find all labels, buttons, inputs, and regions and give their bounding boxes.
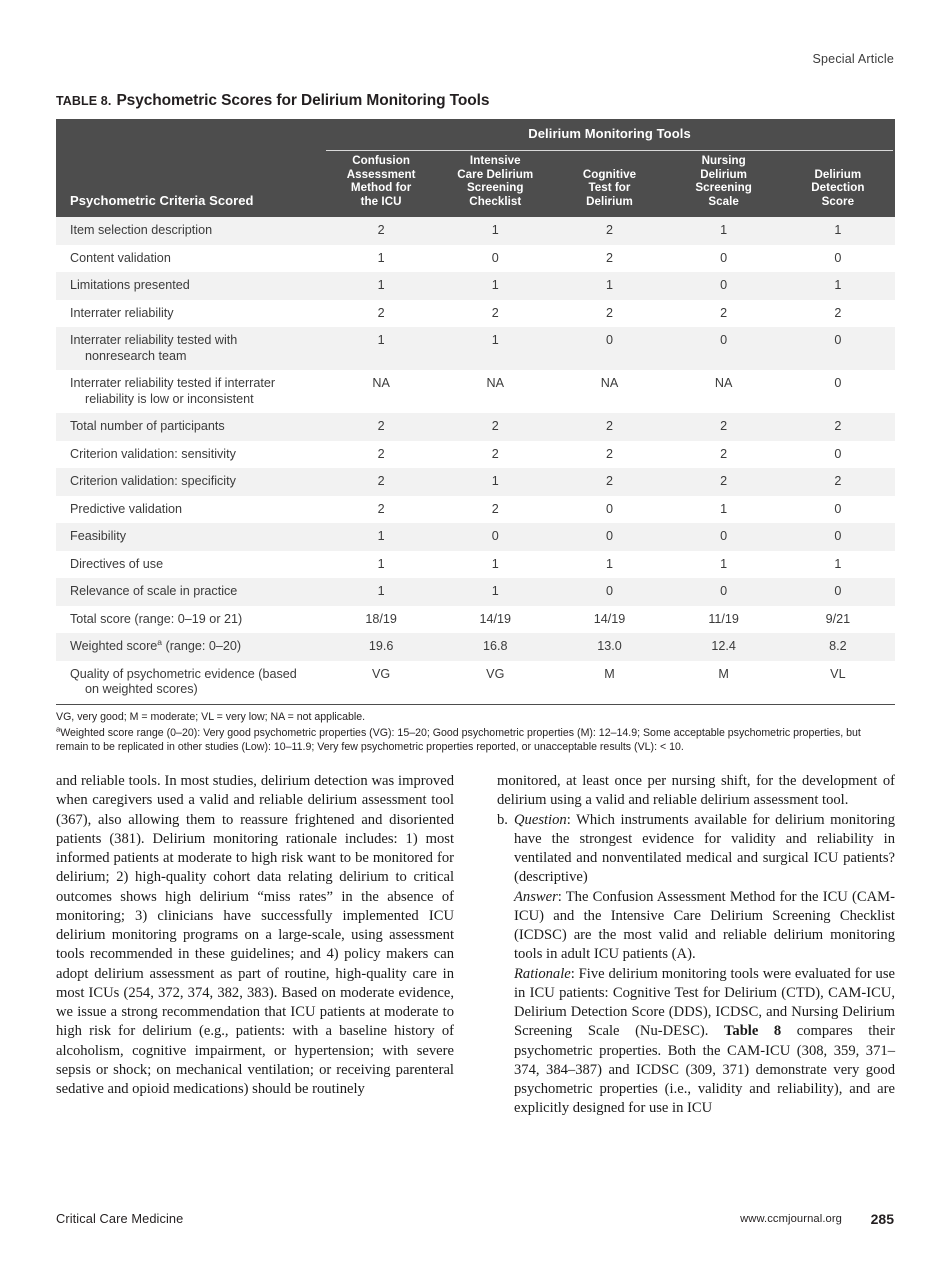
row-value: 1 [324, 245, 438, 273]
row-value: 1 [781, 272, 895, 300]
table-row [56, 413, 895, 441]
criterion-footnote-marker: a [157, 637, 163, 648]
row-value: 0 [438, 245, 552, 273]
table-row [56, 370, 895, 413]
row-value: 2 [667, 441, 781, 469]
row-value: 2 [324, 300, 438, 328]
table-row [56, 272, 895, 300]
table-reference: Table 8 [724, 1023, 782, 1040]
row-value: 1 [667, 496, 781, 524]
row-value: 1 [438, 468, 552, 496]
row-value: 1 [781, 551, 895, 579]
hdr-line: Scale [708, 194, 739, 208]
row-criterion [56, 523, 324, 551]
table-row [56, 468, 895, 496]
row-value: 2 [781, 413, 895, 441]
table-bottom-rule [56, 704, 895, 705]
row-value: 1 [781, 217, 895, 245]
row-value: NA [552, 370, 666, 413]
right-text-column [497, 772, 895, 1119]
column-header-dds [781, 154, 895, 217]
hdr-line: Test for [588, 181, 631, 195]
row-value: 1 [552, 551, 666, 579]
row-value: 1 [438, 578, 552, 606]
hdr-line: Screening [467, 181, 524, 195]
row-value: 2 [552, 468, 666, 496]
hdr-line: Intensive [469, 154, 521, 167]
answer-label: Answer [514, 888, 558, 905]
hdr-line: Delirium [700, 167, 748, 181]
group-rule-row [56, 147, 895, 154]
group-rule-spacer [56, 147, 324, 154]
column-header-ctd [552, 154, 666, 217]
group-rule [324, 147, 895, 154]
column-header-row [56, 154, 895, 217]
row-criterion [56, 272, 324, 300]
footnote-a-text: Weighted score range (0–20): Very good psychometric properties (VG): 15–20; Good psychometric properties (M): 12–14.9; Some acceptable psychometric properties, but remain to be replicated in other studies (Low): 10–11.9; Very few psychometric properties reported, or unacceptable results (VL): < 10. [56, 727, 861, 754]
row-criterion [56, 413, 324, 441]
row-value: 1 [324, 578, 438, 606]
row-value: 0 [781, 578, 895, 606]
row-value: 0 [667, 245, 781, 273]
table-row [56, 661, 895, 704]
row-value: 2 [781, 468, 895, 496]
criterion-line-1: Predictive validation [70, 501, 183, 516]
row-criterion [56, 633, 324, 661]
row-value: 0 [552, 578, 666, 606]
hdr-line: Cognitive [582, 167, 637, 181]
row-value: 2 [324, 217, 438, 245]
row-value: NA [324, 370, 438, 413]
hdr-line: Delirium [586, 194, 633, 208]
row-value: 1 [667, 217, 781, 245]
row-value: 2 [667, 300, 781, 328]
row-criterion [56, 217, 324, 245]
group-header-label: Delirium Monitoring Tools [324, 119, 895, 147]
footer-journal-name: Critical Care Medicine [56, 1211, 184, 1226]
hdr-line: Delirium [814, 167, 862, 181]
row-criterion [56, 496, 324, 524]
row-value: NA [438, 370, 552, 413]
row-value: 0 [552, 523, 666, 551]
hdr-line: Nursing [701, 154, 746, 167]
criterion-line-2: reliability is low or inconsistent [85, 391, 254, 406]
criterion-line-1: Directives of use [70, 556, 164, 571]
criterion-line-2: nonresearch team [85, 348, 187, 363]
row-value: 1 [324, 523, 438, 551]
footnote-a-marker: a [56, 724, 61, 734]
criterion-line-1: Weighted score [70, 639, 158, 654]
row-value: 2 [552, 245, 666, 273]
psychometric-scores-table [56, 119, 895, 704]
question-label: Question [514, 811, 567, 828]
row-value: 2 [324, 496, 438, 524]
rationale-paragraph [514, 965, 895, 1119]
criterion-line-1: Relevance of scale in practice [70, 584, 238, 599]
criterion-line-1: Content validation [70, 250, 171, 265]
page-footer [56, 1211, 894, 1229]
criterion-suffix: (range: 0–20) [162, 639, 242, 654]
rationale-text-1: : Five delirium monitoring tools were evaluated for use in ICU patients: Cognitive Test for Delirium (CTD), CAM-ICU, Delirium Detection Score (DDS), ICDSC, and Nursing Delirium Screening Scale (Nu-DESC). [514, 965, 895, 1040]
body-columns [56, 772, 895, 1167]
table-row [56, 578, 895, 606]
row-value: 0 [781, 441, 895, 469]
row-value: 1 [438, 327, 552, 370]
row-criterion [56, 441, 324, 469]
left-text-column [56, 772, 454, 1099]
answer-paragraph [514, 888, 895, 965]
row-criterion [56, 578, 324, 606]
row-value: 1 [324, 551, 438, 579]
row-value: 2 [781, 300, 895, 328]
row-value: 1 [438, 551, 552, 579]
list-item-b [497, 811, 895, 1119]
table-footnotes [56, 710, 895, 755]
row-value: 1 [552, 272, 666, 300]
row-value: 0 [781, 327, 895, 370]
table-row [56, 551, 895, 579]
row-value: 0 [552, 327, 666, 370]
table-head [56, 119, 895, 217]
row-criterion [56, 551, 324, 579]
criterion-line-1: Quality of psychometric evidence (based [70, 666, 297, 681]
table-body [56, 217, 895, 704]
row-value: 2 [324, 468, 438, 496]
criterion-line-1: Total number of participants [70, 419, 225, 434]
row-value: 19.6 [324, 633, 438, 661]
question-text: : Which instruments available for delirium monitoring have the strongest evidence for validity and reliability in ventilated and nonventilated medical and surgical ICU patients? (descriptive) [514, 811, 895, 886]
table-caption [56, 92, 895, 110]
row-value: 2 [667, 468, 781, 496]
row-value: M [667, 661, 781, 704]
row-value: 1 [667, 551, 781, 579]
row-criterion [56, 606, 324, 634]
row-value: 2 [438, 300, 552, 328]
row-value: 2 [324, 413, 438, 441]
row-criterion [56, 327, 324, 370]
rationale-label: Rationale [514, 965, 571, 982]
table-row [56, 300, 895, 328]
table-row [56, 496, 895, 524]
footnote-abbreviations: VG, very good; M = moderate; VL = very low; NA = not applicable. [56, 710, 366, 723]
row-value: 0 [667, 327, 781, 370]
hdr-line: Score [821, 194, 855, 208]
row-criterion [56, 245, 324, 273]
row-value: 12.4 [667, 633, 781, 661]
hdr-line: the ICU [360, 194, 402, 208]
footnote-a [56, 726, 895, 754]
table-row [56, 606, 895, 634]
table-row [56, 245, 895, 273]
list-item-marker: b. [497, 811, 508, 828]
hdr-line: Care Delirium [457, 167, 534, 181]
row-value: 14/19 [552, 606, 666, 634]
table-row [56, 523, 895, 551]
table-title: Psychometric Scores for Delirium Monitoring Tools [116, 92, 490, 109]
row-value: 11/19 [667, 606, 781, 634]
table-row [56, 633, 895, 661]
hdr-line: Screening [695, 181, 752, 195]
table-8-block [56, 92, 895, 756]
row-value: 14/19 [438, 606, 552, 634]
row-value: 2 [667, 413, 781, 441]
row-value: 2 [438, 496, 552, 524]
row-value: 0 [781, 523, 895, 551]
criterion-line-1: Total score (range: 0–19 or 21) [70, 611, 243, 626]
row-value: 18/19 [324, 606, 438, 634]
question-paragraph [514, 811, 895, 888]
hdr-line: Assessment [346, 167, 416, 181]
row-value: 13.0 [552, 633, 666, 661]
row-value: 0 [667, 272, 781, 300]
row-value: 0 [438, 523, 552, 551]
row-value: 0 [781, 496, 895, 524]
running-head: Special Article [812, 52, 894, 66]
row-value: NA [667, 370, 781, 413]
row-value: 0 [781, 245, 895, 273]
row-value: 2 [552, 300, 666, 328]
hdr-line: Confusion [352, 154, 410, 167]
table-row [56, 217, 895, 245]
group-header-spacer [56, 119, 324, 147]
table-row [56, 441, 895, 469]
column-header-icdsc [438, 154, 552, 217]
column-header-criteria: Psychometric Criteria Scored [56, 154, 324, 217]
row-value: VG [324, 661, 438, 704]
row-value: VL [781, 661, 895, 704]
row-value: 1 [438, 217, 552, 245]
row-value: 0 [781, 370, 895, 413]
row-value: 16.8 [438, 633, 552, 661]
answer-text: : The Confusion Assessment Method for the ICU (CAM-ICU) and the Intensive Care Delirium Screening Checklist (ICDSC) are the most valid and reliable delirium monitoring tools in adult ICU patients (A). [514, 888, 895, 963]
criterion-line-2: on weighted scores) [85, 682, 198, 697]
hdr-line: Method for [350, 181, 412, 195]
criterion-line-1: Criterion validation: specificity [70, 474, 236, 489]
row-value: 2 [324, 441, 438, 469]
right-column-continuation: monitored, at least once per nursing shift, for the development of delirium using a valid and reliable delirium assessment tool. [497, 773, 895, 809]
criterion-line-1: Interrater reliability tested if interrater [70, 376, 276, 391]
row-criterion [56, 661, 324, 704]
criterion-line-1: Item selection description [70, 223, 213, 238]
criterion-line-1: Feasibility [70, 529, 126, 544]
row-value: 8.2 [781, 633, 895, 661]
row-value: 0 [667, 523, 781, 551]
row-value: 1 [438, 272, 552, 300]
row-criterion [56, 300, 324, 328]
criterion-line-1: Limitations presented [70, 278, 190, 293]
row-value: 1 [324, 272, 438, 300]
criterion-line-1: Interrater reliability tested with [70, 333, 238, 348]
criterion-line-1: Criterion validation: sensitivity [70, 446, 236, 461]
row-value: 2 [552, 217, 666, 245]
left-column-paragraph: and reliable tools. In most studies, delirium detection was improved when caregivers used a valid and reliable delirium assessment tool (367), also allowing them to reassure frightened and disoriented patients (381). Delirium monitoring rationale includes: 1) most informed patients at moderate to high risk want to be monitored for delirium; 2) high-quality cohort data relating delirium to critical outcomes shows high delirium “miss rates” in the absence of monitoring; 3) clinicians have successfully implemented ICU delirium monitoring programs on a large-scale, using assessment tools recommended in these guidelines; and 4) policy makers can adopt delirium assessment as part of routine, high-quality care in most ICUs (254, 372, 374, 382, 383). Based on moderate evidence, we issue a strong recommendation that ICU patients at moderate to high risk for delirium (e.g., patients: with a baseline history of alcoholism, cognitive impairment, or hypertension; with severe sepsis or shock; on mechanical ventilation; or receiving parenteral sedative and opioid medications) should be routinely [56, 773, 454, 1097]
row-value: 0 [667, 578, 781, 606]
table-number: TABLE 8. [56, 94, 112, 108]
footer-page-number: 285 [870, 1211, 894, 1227]
hdr-line: Detection [811, 181, 865, 195]
row-value: 1 [324, 327, 438, 370]
group-header-row [56, 119, 895, 147]
column-header-nu-desc [667, 154, 781, 217]
footer-url[interactable]: www.ccmjournal.org [740, 1213, 842, 1225]
row-value: 2 [438, 413, 552, 441]
rationale-text-2: compares their psychometric properties. Both the CAM-ICU (308, 359, 371–374, 384–387) and ICDSC (309, 371) demonstrate very good psychometric properties (i.e., validity and reliability), and are explicitly designed for use in ICU [514, 1023, 895, 1117]
row-value: M [552, 661, 666, 704]
row-value: VG [438, 661, 552, 704]
row-criterion [56, 468, 324, 496]
row-value: 0 [552, 496, 666, 524]
row-value: 9/21 [781, 606, 895, 634]
row-value: 2 [552, 441, 666, 469]
hdr-line: Checklist [469, 194, 522, 208]
column-header-cam-icu [324, 154, 438, 217]
table-row [56, 327, 895, 370]
row-criterion [56, 370, 324, 413]
criterion-line-1: Interrater reliability [70, 305, 174, 320]
row-value: 2 [552, 413, 666, 441]
row-value: 2 [438, 441, 552, 469]
